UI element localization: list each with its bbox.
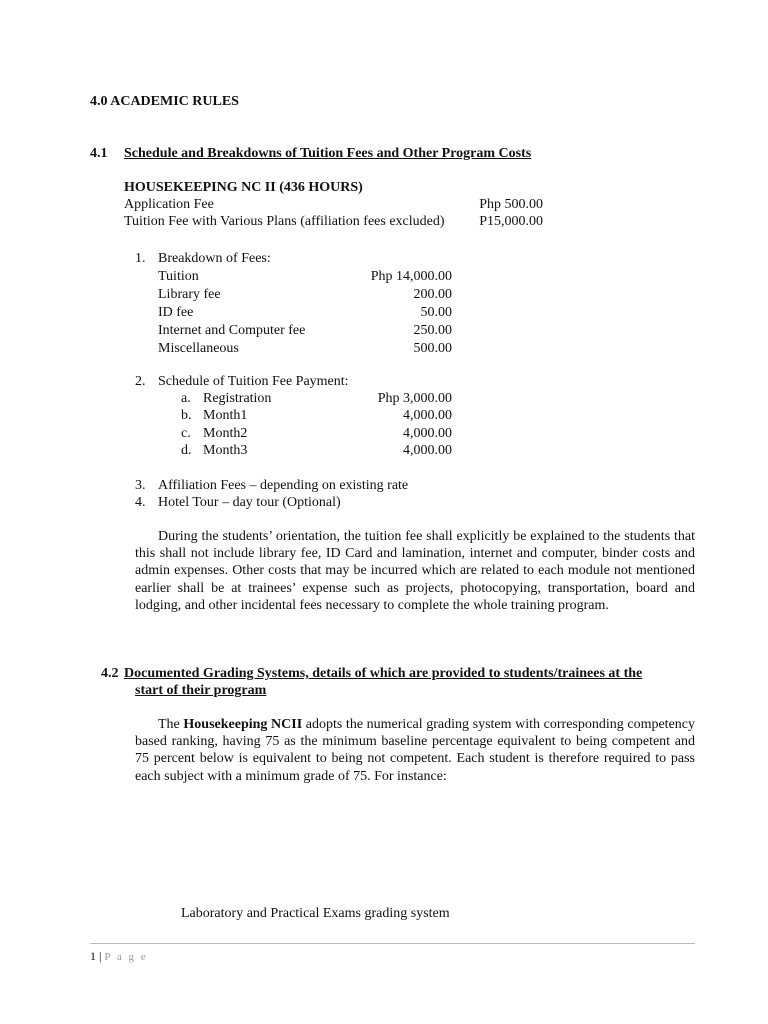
tuition-fee-label: Tuition Fee with Various Plans (affiliation fees excluded) bbox=[124, 214, 445, 229]
page-label: P a g e bbox=[104, 951, 148, 963]
page-number: 1 bbox=[90, 949, 96, 963]
schedule-row-label: Month2 bbox=[203, 426, 248, 441]
breakdown-row-value: 500.00 bbox=[413, 341, 452, 356]
affiliation-fees-text: Affiliation Fees – depending on existing rate bbox=[158, 478, 409, 493]
section-4-2-title-line1: Documented Grading Systems, details of which are provided to students/trainees at the bbox=[124, 666, 643, 681]
section-4-1-title: Schedule and Breakdowns of Tuition Fees and Other Program Costs bbox=[124, 146, 532, 161]
schedule-row-letter: b. bbox=[181, 408, 192, 423]
breakdown-row-value: 50.00 bbox=[420, 305, 452, 320]
schedule-title: Schedule of Tuition Fee Payment: bbox=[158, 374, 349, 389]
schedule-row-label: Month1 bbox=[203, 408, 248, 423]
tuition-fee-value: P15,000.00 bbox=[479, 214, 543, 229]
footer-separator: | bbox=[99, 949, 102, 963]
application-fee-label: Application Fee bbox=[124, 197, 214, 212]
schedule-row-label: Month3 bbox=[203, 443, 248, 458]
breakdown-title: Breakdown of Fees: bbox=[158, 251, 271, 266]
breakdown-number: 1. bbox=[135, 251, 146, 266]
grading-body: adopts the numerical grading system with corresponding competency based ranking, having 75 as the minimum baseline percentage equivalent to being competent and 75 percent below is equivalent to being not competent. Each student is therefore required to pass each subject with a minimum grade of 75. For instance: bbox=[135, 717, 695, 784]
page-footer bbox=[90, 948, 148, 966]
hotel-tour-text: Hotel Tour – day tour (Optional) bbox=[158, 495, 341, 510]
application-fee-value: Php 500.00 bbox=[479, 197, 543, 212]
breakdown-row-label: Library fee bbox=[158, 287, 221, 302]
breakdown-row-label: Tuition bbox=[158, 269, 199, 284]
breakdown-row-label: Miscellaneous bbox=[158, 341, 239, 356]
grading-paragraph bbox=[135, 716, 695, 785]
schedule-row-value: 4,000.00 bbox=[403, 443, 452, 458]
schedule-number: 2. bbox=[135, 374, 146, 389]
schedule-row-label: Registration bbox=[203, 391, 272, 406]
section-4-2-number: 4.2 bbox=[101, 666, 119, 681]
breakdown-row-label: Internet and Computer fee bbox=[158, 323, 306, 338]
program-title: HOUSEKEEPING NC II (436 HOURS) bbox=[124, 180, 363, 195]
breakdown-row-value: 250.00 bbox=[413, 323, 452, 338]
schedule-row-letter: a. bbox=[181, 391, 191, 406]
lab-exams-caption: Laboratory and Practical Exams grading system bbox=[181, 906, 450, 921]
section-4-2-title-line2: start of their program bbox=[135, 683, 267, 698]
item-3-number: 3. bbox=[135, 478, 146, 493]
schedule-row-value: 4,000.00 bbox=[403, 426, 452, 441]
breakdown-row-label: ID fee bbox=[158, 305, 194, 320]
breakdown-row-value: 200.00 bbox=[413, 287, 452, 302]
section-4-1-number: 4.1 bbox=[90, 146, 108, 161]
grading-intro: The bbox=[158, 717, 180, 732]
schedule-row-letter: c. bbox=[181, 426, 191, 441]
program-name-emphasis: Housekeeping NCII bbox=[183, 717, 303, 732]
section-heading: 4.0 ACADEMIC RULES bbox=[90, 94, 239, 109]
schedule-row-value: 4,000.00 bbox=[403, 408, 452, 423]
orientation-paragraph: During the students’ orientation, the tuition fee shall explicitly be explained to the students that this shall not include library fee, ID Card and lamination, internet and computer, binder costs and admin expenses. Other costs that may be incurred which are related to each module not mentioned earlier shall be at trainees’ expense such as projects, photocopying, transportation, board and lodging, and other incidental fees necessary to complete the whole training program. bbox=[135, 529, 695, 613]
item-4-number: 4. bbox=[135, 495, 146, 510]
breakdown-row-value: Php 14,000.00 bbox=[370, 269, 452, 284]
schedule-row-value: Php 3,000.00 bbox=[377, 391, 452, 406]
footer-divider bbox=[90, 943, 695, 944]
schedule-row-letter: d. bbox=[181, 443, 192, 458]
